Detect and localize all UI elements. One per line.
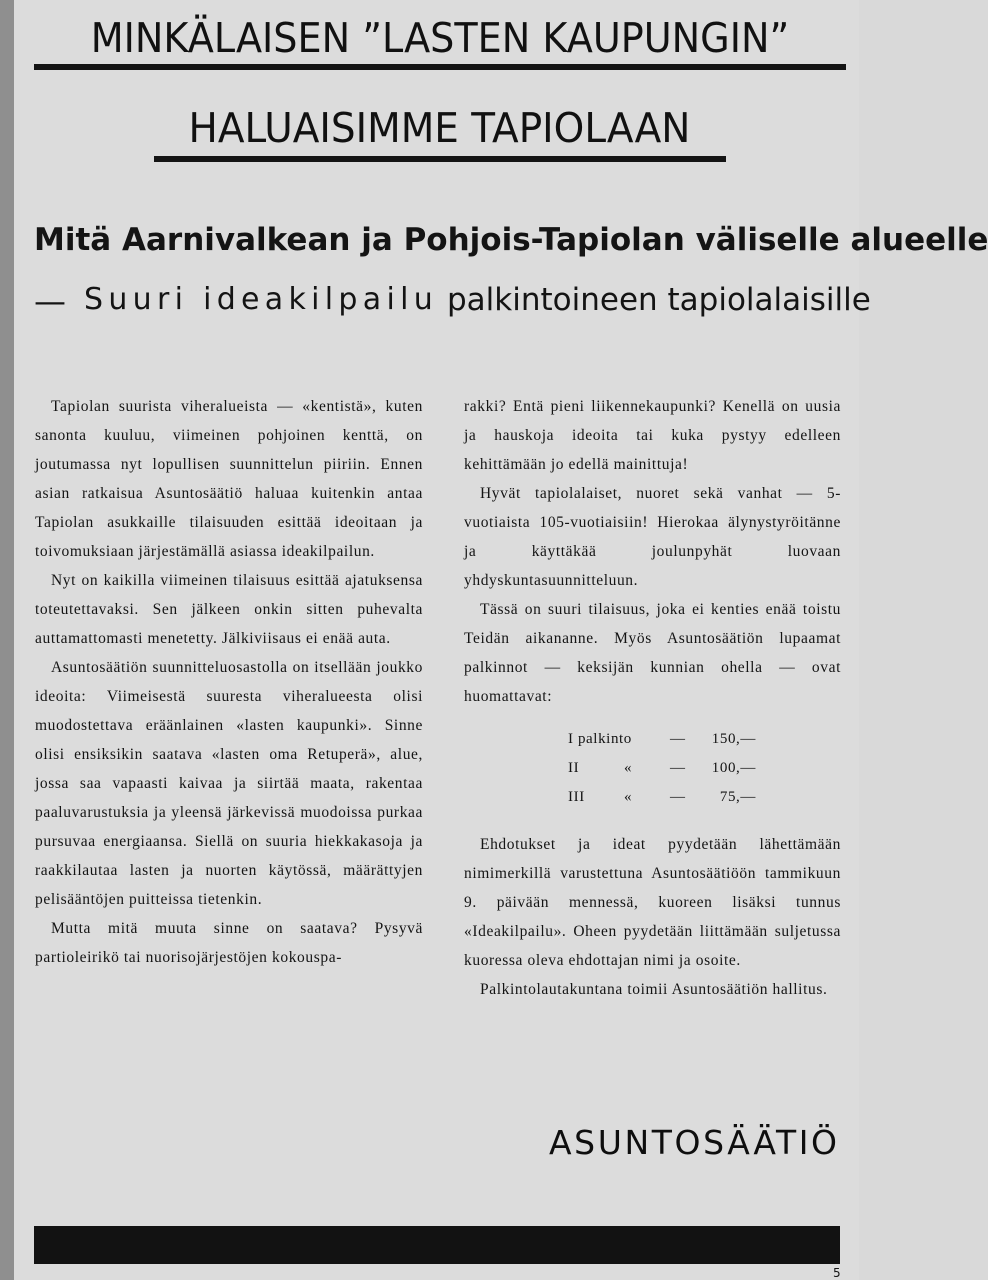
paragraph: Hyvät tapiolalaiset, nuoret sekä vanhat — 5-vuotiaista 105-vuotiaisiin! Hierokaa älynystyröitänne ja käyttäkää joulunpyhät luovaan yhdyskuntasuunnitteluun. bbox=[464, 485, 841, 589]
prize-dash: — bbox=[670, 731, 686, 747]
signature-asuntosaatio: ASUNTOSÄÄTIÖ bbox=[549, 1123, 840, 1162]
paragraph: Tapiolan suurista viheralueista — «kentistä», kuten sanonta kuuluu, viimeinen pohjoinen kenttä, on joutumassa nyt lopullisen suunnittelun piiriin. Ennen asian ratkaisua Asuntosäätiö haluaa kuitenkin antaa Tapiolan asukkaille tilaisuuden esittää ideoitaan ja toivomuksiaan järjestämällä asiassa ideakilpailun. bbox=[35, 398, 423, 560]
paragraph-continued: rakki? Entä pieni liikennekaupunki? Kenellä on uusia ja hauskoja ideoita tai kuka pystyy edelleen kehittämään jo edellä mainittuja! bbox=[464, 398, 841, 473]
prize-label: III bbox=[568, 789, 585, 805]
prize-amount: 100,— bbox=[711, 760, 756, 776]
subheadline-line-2-rest: palkintoineen tapiolalaisille bbox=[447, 282, 871, 318]
paragraph: Palkintolautakuntana toimii Asuntosäätiön hallitus. bbox=[480, 981, 828, 998]
prize-amount: 75,— bbox=[719, 789, 756, 805]
prize-dash: — bbox=[670, 760, 686, 776]
left-column bbox=[35, 392, 423, 972]
prize-row-1 bbox=[464, 725, 841, 754]
prize-dash: — bbox=[670, 789, 686, 805]
headline-line-1: MINKÄLAISEN ”LASTEN KAUPUNGIN” bbox=[90, 14, 790, 62]
page bbox=[14, 0, 988, 1280]
page-edge-shadow bbox=[0, 0, 14, 1280]
prize-amount: 150,— bbox=[711, 731, 756, 747]
prize-row-3 bbox=[464, 783, 841, 812]
prize-ditto: « bbox=[624, 760, 633, 776]
right-column bbox=[464, 392, 841, 1004]
page-number: 5 bbox=[833, 1266, 841, 1280]
paragraph: Asuntosäätiön suunnitteluosastolla on itsellään joukko ideoita: Viimeisestä suuresta viheralueesta olisi muodostettava eräänlainen «lasten kaupunki». Sinne olisi ensiksikin saatava «lasten oma Retuperä», alue, jossa saa vapaasti kaivaa ja siirtää maata, rakentaa paaluvarustuksia ja yleensä järkevissä muodoissa purkaa pursuvaa energiaansa. Siellä on suuria hiekkakasoja ja raakkilautaa lasten ja nuorten käytössä, määrättyjen pelisääntöjen puitteissa tietenkin. bbox=[35, 659, 423, 908]
paragraph: Ehdotukset ja ideat pyydetään lähettämään nimimerkillä varustettuna Asuntosäätiöön tammikuun 9. päivään mennessä, kuoreen lisäksi tunnus «Ideakilpailu». Oheen pyydetään liittämään suljetussa kuoressa oleva ehdottajan nimi ja osoite. bbox=[464, 836, 841, 969]
headline-underline-1 bbox=[34, 64, 846, 70]
prize-ditto: « bbox=[624, 789, 633, 805]
paragraph: Nyt on kaikilla viimeinen tilaisuus esittää ajatuksensa toteutettavaksi. Sen jälkeen onkin sitten puhevalta auttamattomasti menetetty. Jälkiviisaus ei enää auta. bbox=[35, 572, 423, 647]
paragraph: Tässä on suuri tilaisuus, joka ei kenties enää toistu Teidän aikananne. Myös Asuntosäätiön lupaamat palkinnot — keksijän kunnian ohella — ovat huomattavat: bbox=[464, 601, 841, 705]
prize-label: II bbox=[568, 760, 580, 776]
subheadline-line-1: Mitä Aarnivalkean ja Pohjois-Tapiolan väliselle alueelle bbox=[34, 222, 988, 258]
prize-row-2 bbox=[464, 754, 841, 783]
headline-underline-2 bbox=[154, 156, 726, 162]
paragraph: Mutta mitä muuta sinne on saatava? Pysyvä partioleirikö tai nuorisojärjestöjen kokouspa- bbox=[35, 920, 423, 966]
bottom-black-bar bbox=[34, 1226, 840, 1264]
subheadline-dash: — bbox=[34, 282, 66, 320]
headline-line-2: HALUAISIMME TAPIOLAAN bbox=[188, 104, 691, 152]
prize-label: I palkinto bbox=[568, 731, 632, 747]
subheadline-spaced-text: Suuri ideakilpailu bbox=[84, 282, 439, 317]
